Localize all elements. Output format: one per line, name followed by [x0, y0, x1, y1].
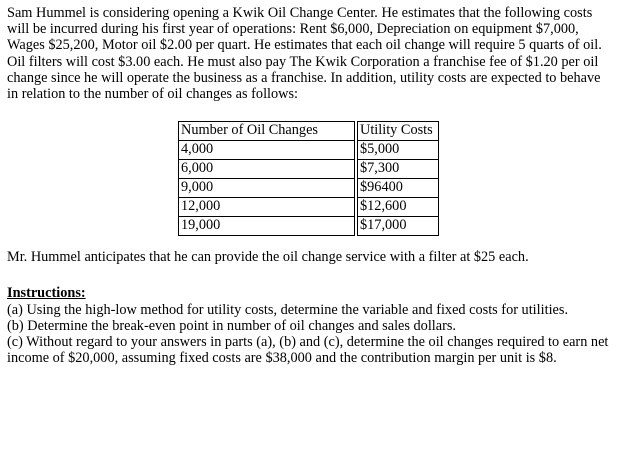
- utility-cost-cell: $12,600: [358, 198, 439, 217]
- table-header-row: [179, 122, 439, 141]
- utility-cost-table-wrapper: [178, 121, 627, 236]
- instruction-item-b: (b) Determine the break-even point in number of oil changes and sales dollars.: [7, 317, 457, 334]
- problem-intro-paragraph: Sam Hummel is considering opening a Kwik Oil Change Center. He estimates that the following costs will be incurred during his first year of operations: Rent $6,000, Depreciation on equipment $7,000, Wages $25,200, Motor oil $2.00 per quart. He estimates that each oil change will require 5 quarts of oil. Oil filters will cost $3.00 each. He must also pay The Kwik Corporation a franchise fee of $1.20 per oil change since he will operate the business as a franchise. In addition, utility costs are expected to behave in relation to the number of oil changes as follows:: [7, 5, 602, 103]
- column-header-oil-changes: Number of Oil Changes: [179, 122, 355, 141]
- instructions-section: [7, 285, 627, 366]
- utility-cost-table: [178, 121, 439, 236]
- table-row: [179, 198, 439, 217]
- oil-changes-cell: 12,000: [179, 198, 355, 217]
- oil-changes-cell: 19,000: [179, 217, 355, 236]
- instruction-item-c: (c) Without regard to your answers in parts (a), (b) and (c), determine the oil changes required to earn net income of $20,000, assuming fixed costs are $38,000 and the contribution margin per unit is $8.: [7, 334, 609, 367]
- problem-document: [7, 5, 627, 366]
- oil-changes-cell: 9,000: [179, 179, 355, 198]
- table-row: [179, 179, 439, 198]
- instruction-item-a: (a) Using the high-low method for utility costs, determine the variable and fixed costs for utilities.: [7, 301, 569, 318]
- oil-changes-cell: 4,000: [179, 141, 355, 160]
- utility-cost-cell: $96400: [358, 179, 439, 198]
- utility-cost-cell: $5,000: [358, 141, 439, 160]
- utility-cost-cell: $7,300: [358, 160, 439, 179]
- column-header-utility-costs: Utility Costs: [358, 122, 439, 141]
- anticipation-paragraph: Mr. Hummel anticipates that he can provide the oil change service with a filter at $25 each.: [7, 249, 529, 266]
- table-row: [179, 160, 439, 179]
- instructions-heading: Instructions:: [7, 285, 86, 302]
- table-row: [179, 217, 439, 236]
- utility-cost-cell: $17,000: [358, 217, 439, 236]
- table-row: [179, 141, 439, 160]
- oil-changes-cell: 6,000: [179, 160, 355, 179]
